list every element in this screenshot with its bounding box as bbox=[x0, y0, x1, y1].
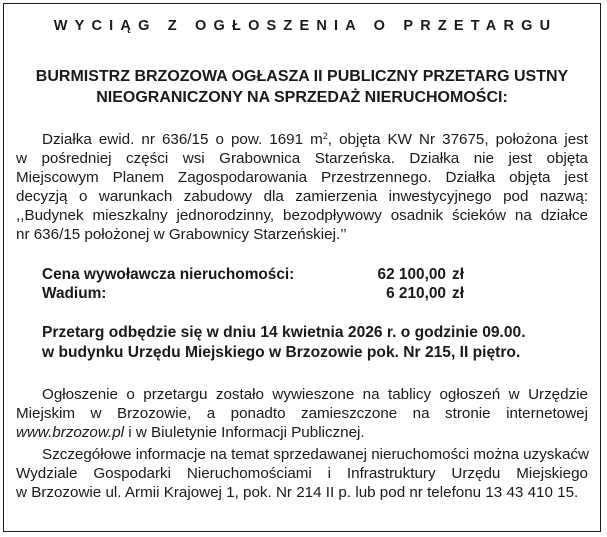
headline-line-2: NIEOGRANICZONY NA SPRZEDAŻ NIERUCHOMOŚCI: bbox=[96, 89, 508, 106]
notice-title: WYCIĄG Z OGŁOSZENIA O PRZETARGU bbox=[53, 18, 558, 34]
tender-location-line: w budynku Urzędu Miejskiego w Brzozowie pok. Nr 215, II piętro. bbox=[42, 344, 521, 361]
contact-line-3: w Brzozowie ul. Armii Krajowej 1, pok. Nr 214 II p. lub pod nr telefonu 13 43 410 15. bbox=[16, 484, 579, 501]
starting-price-value: 62 100,00 bbox=[377, 266, 446, 283]
contact-line-1: Szczegółowe informacje na temat sprzedawanej nieruchomości można uzyskaćw bbox=[42, 446, 590, 463]
bip-text: i w Biuletynie Informacji Publicznej. bbox=[124, 424, 365, 441]
land-register-text: , objęta KW Nr 37675, położona jest bbox=[327, 131, 588, 148]
deposit-label: Wadium: bbox=[42, 285, 107, 302]
notice-frame bbox=[3, 3, 601, 532]
property-description-line-6: nr 636/15 położonej w Grabownicy Starzeńskiej.’’ bbox=[16, 226, 347, 243]
tender-date-line: Przetarg odbędzie się w dniu 14 kwietnia 2026 r. o godzinie 09.00. bbox=[42, 324, 526, 341]
publication-line-1: Ogłoszenie o przetargu zostało wywieszone na tablicy ogłoszeń w Urzędzie bbox=[42, 386, 588, 403]
website-link[interactable]: www.brzozow.pl bbox=[16, 424, 125, 441]
property-description-line-3: Miejscowym Planem Zagospodarowania Przestrzennego. Działka objęta jest bbox=[16, 169, 588, 186]
property-description-line-4: decyzją o warunkach zabudowy dla zamierzenia inwestycyjnego pod nazwą: bbox=[16, 188, 588, 205]
property-description-line-1 bbox=[42, 130, 588, 149]
starting-price-unit: zł bbox=[452, 266, 464, 283]
deposit-value: 6 210,00 bbox=[386, 285, 446, 302]
contact-line-2: Wydziale Gospodarki Nieruchomościami i Infrastruktury Urzędu Miejskiego bbox=[16, 465, 588, 482]
area-text: Działka ewid. nr 636/15 o pow. 1691 m bbox=[42, 131, 323, 148]
deposit-unit: zł bbox=[452, 285, 464, 302]
area-unit-superscript: 2 bbox=[322, 131, 328, 141]
property-description-line-2: w pośredniej części wsi Grabownica Starzeńska. Działka nie jest objęta bbox=[16, 150, 588, 167]
headline-line-1: BURMISTRZ BRZOZOWA OGŁASZA II PUBLICZNY PRZETARG USTNY bbox=[35, 68, 569, 85]
publication-line-3 bbox=[16, 423, 600, 442]
publication-line-2: Miejskim w Brzozowie, a ponadto zamieszczone na stronie internetowej bbox=[16, 405, 588, 422]
property-description-line-5: ,,Budynek mieszkalny jednorodzinny, bezodpływowy osadnik ścieków na działce bbox=[16, 207, 588, 224]
starting-price-label: Cena wywoławcza nieruchomości: bbox=[42, 266, 295, 283]
